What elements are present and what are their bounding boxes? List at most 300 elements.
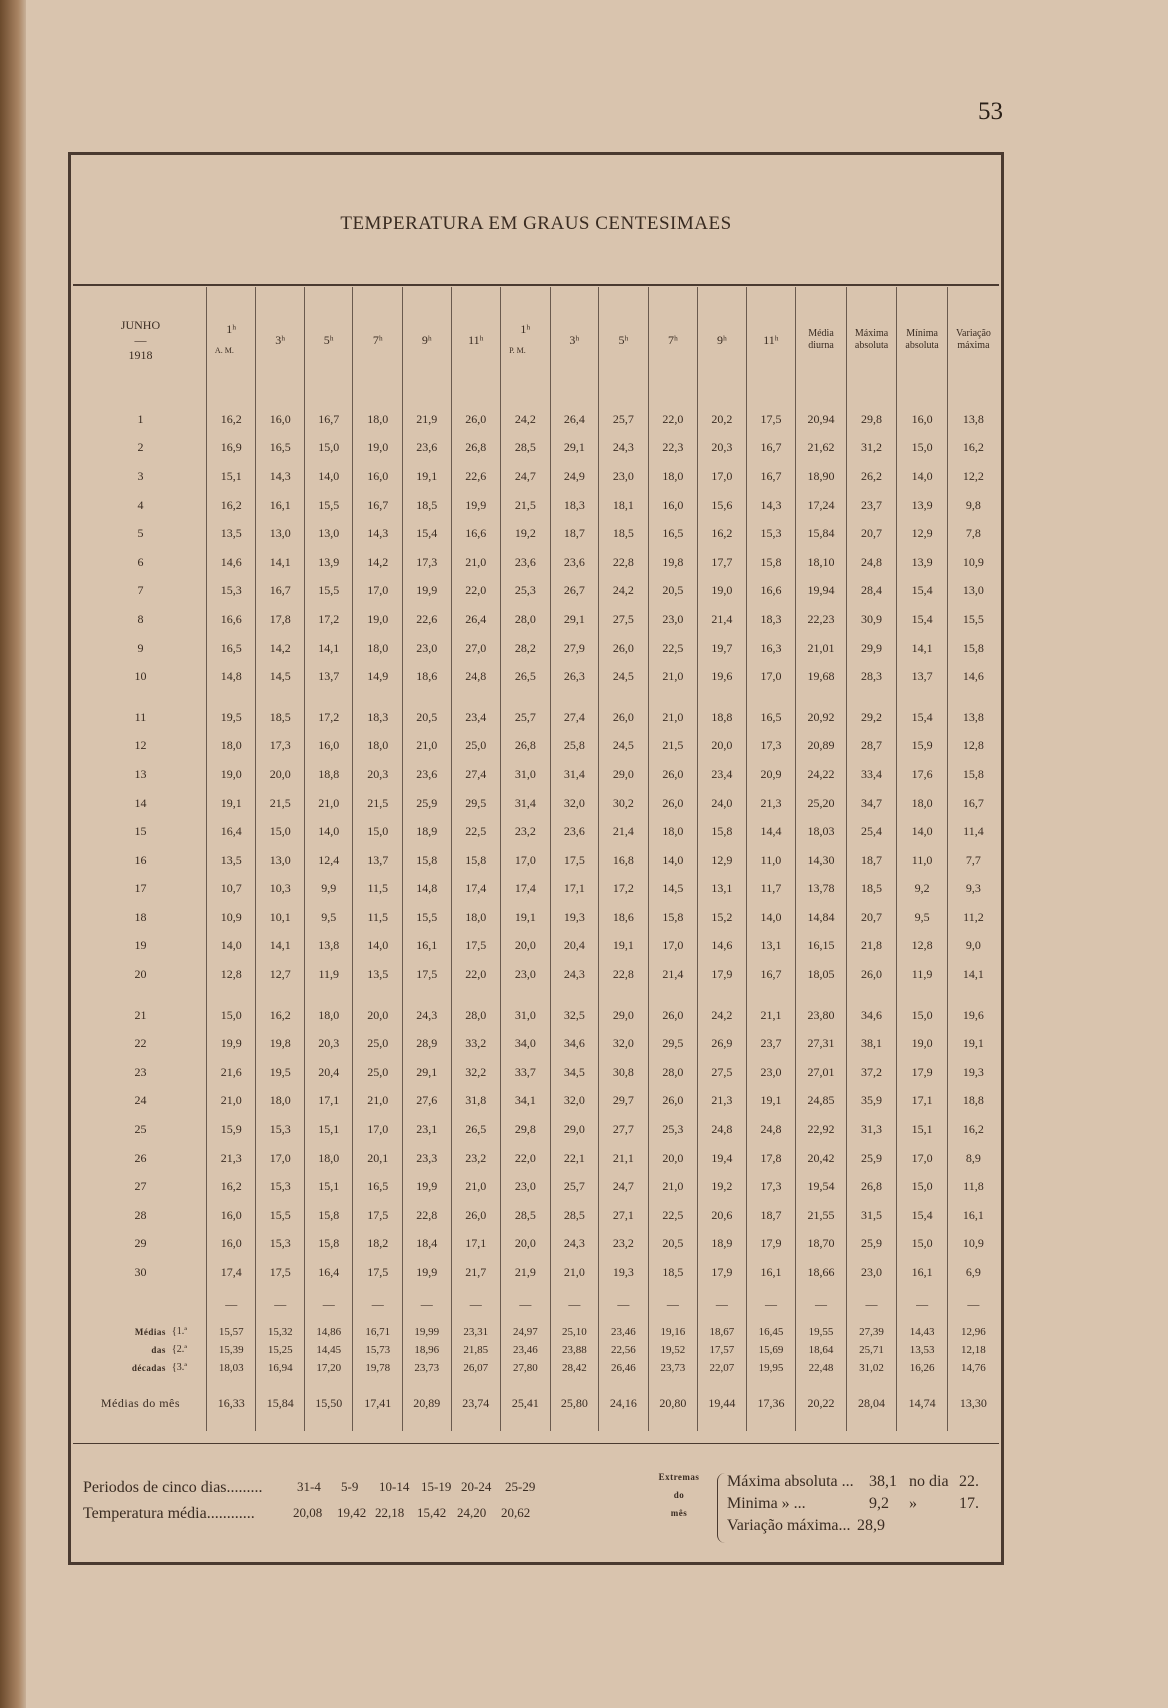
value-cell: 13,78 — [796, 875, 847, 904]
value-cell: 23,4 — [451, 703, 501, 732]
value-cell: 15,0 — [897, 1172, 948, 1201]
value-cell: 19,1 — [947, 1029, 999, 1058]
hour-header: 1ʰ A. M. — [206, 287, 256, 393]
value-cell: 18,0 — [256, 1087, 305, 1116]
extremas-label: Extremas do mês — [658, 1472, 700, 1518]
value-cell: 13,1 — [746, 932, 796, 961]
value-cell: 20,3 — [698, 434, 747, 463]
day-cell: 19 — [134, 938, 147, 953]
day-cell: 25 — [134, 1122, 147, 1137]
value-cell: 12,2 — [947, 462, 999, 491]
value-cell: 18,5 — [403, 491, 452, 520]
spacer-row — [75, 393, 999, 405]
value-cell: 29,1 — [403, 1058, 452, 1087]
dash-cell: — — [698, 1287, 747, 1323]
value-cell: 34,0 — [501, 1029, 551, 1058]
spacer-cell — [304, 393, 353, 405]
value-cell: 27,5 — [599, 605, 649, 634]
value-cell: 12,8 — [206, 960, 256, 989]
value-cell: 22,1 — [550, 1144, 599, 1173]
value-cell: 15,0 — [897, 1230, 948, 1259]
value-cell: 23,2 — [451, 1144, 501, 1173]
dash-cell: — — [206, 1287, 256, 1323]
value-cell: 15,8 — [304, 1201, 353, 1230]
value-cell: 17,1 — [897, 1087, 948, 1116]
value-cell: 22,92 — [796, 1115, 847, 1144]
value-cell: 23,6 — [550, 817, 599, 846]
value-cell: 34,6 — [846, 1001, 897, 1030]
value-cell: 21,55 — [796, 1201, 847, 1230]
month-mean-value: 17,36 — [746, 1377, 796, 1431]
value-cell: 15,6 — [698, 491, 747, 520]
value-cell: 27,9 — [550, 634, 599, 663]
value-cell: 24,3 — [599, 434, 649, 463]
value-cell: 16,7 — [746, 960, 796, 989]
hour-header: 7ʰ — [648, 287, 698, 393]
value-cell: 23,0 — [846, 1258, 897, 1287]
value-cell: 9,5 — [897, 903, 948, 932]
value-cell: 25,7 — [599, 405, 649, 434]
value-cell: 17,4 — [501, 875, 551, 904]
value-cell: 23,2 — [599, 1230, 649, 1259]
value-cell: 25,9 — [846, 1230, 897, 1259]
value-cell: 22,8 — [599, 548, 649, 577]
value-cell: 15,5 — [304, 491, 353, 520]
value-cell: 15,8 — [403, 846, 452, 875]
extrema-value: 9,2 — [869, 1495, 889, 1512]
value-cell: 16,5 — [353, 1172, 403, 1201]
value-cell: 18,0 — [304, 1144, 353, 1173]
value-cell: 17,4 — [206, 1258, 256, 1287]
value-cell: 26,0 — [599, 634, 649, 663]
value-cell: 17,2 — [304, 703, 353, 732]
day-cell: 4 — [137, 497, 144, 512]
value-cell: 21,0 — [648, 1172, 698, 1201]
value-cell: 17,3 — [746, 1172, 796, 1201]
value-cell: 29,5 — [648, 1029, 698, 1058]
day-cell: 8 — [137, 611, 144, 626]
value-cell: 11,9 — [304, 960, 353, 989]
value-cell: 19,9 — [403, 1258, 452, 1287]
spacer-cell — [947, 989, 999, 1001]
value-cell: 31,5 — [846, 1201, 897, 1230]
day-cell: 28 — [134, 1207, 147, 1222]
value-cell: 26,2 — [846, 462, 897, 491]
value-cell: 14,0 — [897, 817, 948, 846]
value-cell: 18,0 — [353, 634, 403, 663]
value-cell: 23,7 — [846, 491, 897, 520]
day-cell: 18 — [134, 909, 147, 924]
value-cell: 28,3 — [846, 662, 897, 691]
value-cell: 20,3 — [304, 1029, 353, 1058]
value-cell: 25,0 — [451, 732, 501, 761]
value-cell: 17,0 — [897, 1144, 948, 1173]
dash-cell: — — [846, 1287, 897, 1323]
value-cell: 19,3 — [550, 903, 599, 932]
decade-value: 27,39 — [846, 1323, 897, 1341]
day-cell: 30 — [134, 1265, 147, 1280]
value-cell: 15,84 — [796, 519, 847, 548]
value-cell: 27,4 — [550, 703, 599, 732]
value-cell: 16,1 — [256, 491, 305, 520]
value-cell: 19,1 — [599, 932, 649, 961]
value-cell: 16,2 — [206, 491, 256, 520]
value-cell: 18,0 — [451, 903, 501, 932]
value-cell: 16,4 — [206, 817, 256, 846]
decade-row — [75, 1341, 999, 1359]
day-cell: 6 — [137, 554, 144, 569]
value-cell: 22,8 — [599, 960, 649, 989]
table-row — [75, 1115, 999, 1144]
spacer-cell — [256, 989, 305, 1001]
value-cell: 14,4 — [746, 817, 796, 846]
value-cell: 25,9 — [846, 1144, 897, 1173]
day-cell: 27 — [134, 1179, 147, 1194]
value-cell: 22,0 — [501, 1144, 551, 1173]
value-cell: 15,5 — [256, 1201, 305, 1230]
value-cell: 18,9 — [698, 1230, 747, 1259]
value-cell: 13,8 — [947, 405, 999, 434]
decade-value: 23,46 — [501, 1341, 551, 1359]
period-value: 10-14 — [379, 1479, 410, 1494]
value-cell: 19,5 — [256, 1058, 305, 1087]
hour-header: 3ʰ — [550, 287, 599, 393]
value-cell: 20,89 — [796, 732, 847, 761]
value-cell: 19,3 — [599, 1258, 649, 1287]
decade-label: das — [151, 1344, 166, 1355]
value-cell: 22,6 — [403, 605, 452, 634]
value-cell: 9,9 — [304, 875, 353, 904]
spacer-row — [75, 989, 999, 1001]
value-cell: 34,7 — [846, 789, 897, 818]
value-cell: 29,8 — [501, 1115, 551, 1144]
extrema-day: 17. — [959, 1495, 979, 1512]
value-cell: 14,9 — [353, 662, 403, 691]
value-cell: 26,8 — [451, 434, 501, 463]
value-cell: 8,9 — [947, 1144, 999, 1173]
spacer-cell — [698, 393, 747, 405]
value-cell: 26,8 — [846, 1172, 897, 1201]
table-row — [75, 846, 999, 875]
table-row — [75, 605, 999, 634]
value-cell: 17,2 — [304, 605, 353, 634]
spacer-cell — [75, 989, 206, 1001]
value-cell: 19,9 — [403, 577, 452, 606]
value-cell: 20,6 — [698, 1201, 747, 1230]
period-temp-value: 22,18 — [375, 1505, 405, 1520]
value-cell: 21,4 — [599, 817, 649, 846]
table-row — [75, 1230, 999, 1259]
value-cell: 11,5 — [353, 875, 403, 904]
value-cell: 14,3 — [353, 519, 403, 548]
spacer-cell — [648, 393, 698, 405]
decade-value: 19,78 — [353, 1359, 403, 1377]
month-mean-value: 20,80 — [648, 1377, 698, 1431]
day-cell: 9 — [137, 640, 144, 655]
spacer-cell — [746, 691, 796, 703]
value-cell: 13,9 — [304, 548, 353, 577]
value-cell: 28,2 — [501, 634, 551, 663]
value-cell: 16,6 — [746, 577, 796, 606]
value-cell: 24,3 — [403, 1001, 452, 1030]
value-cell: 15,8 — [451, 846, 501, 875]
value-cell: 18,0 — [304, 1001, 353, 1030]
value-cell: 14,0 — [304, 462, 353, 491]
value-cell: 19,0 — [353, 434, 403, 463]
spacer-cell — [451, 691, 501, 703]
value-cell: 23,3 — [403, 1144, 452, 1173]
value-cell: 20,0 — [648, 1144, 698, 1173]
value-cell: 11,0 — [897, 846, 948, 875]
decade-value: 14,43 — [897, 1323, 948, 1341]
spacer-cell — [648, 691, 698, 703]
value-cell: 23,0 — [746, 1058, 796, 1087]
month-dash: — — [134, 332, 147, 347]
day-cell: 15 — [134, 824, 147, 839]
value-cell: 14,1 — [947, 960, 999, 989]
dash-cell: — — [353, 1287, 403, 1323]
value-cell: 9,2 — [897, 875, 948, 904]
value-cell: 14,8 — [206, 662, 256, 691]
decade-value: 18,67 — [698, 1323, 747, 1341]
month-mean-value: 24,16 — [599, 1377, 649, 1431]
value-cell: 7,8 — [947, 519, 999, 548]
value-cell: 38,1 — [846, 1029, 897, 1058]
value-cell: 14,6 — [947, 662, 999, 691]
value-cell: 25,3 — [501, 577, 551, 606]
value-cell: 19,1 — [746, 1087, 796, 1116]
value-cell: 19,54 — [796, 1172, 847, 1201]
period-value: 20-24 — [461, 1479, 492, 1494]
value-cell: 29,1 — [550, 605, 599, 634]
hour-header: 5ʰ — [304, 287, 353, 393]
decade-value: 18,64 — [796, 1341, 847, 1359]
table-row — [75, 875, 999, 904]
decade-value: 24,97 — [501, 1323, 551, 1341]
value-cell: 16,6 — [451, 519, 501, 548]
value-cell: 23,0 — [403, 634, 452, 663]
month-mean-value: 15,50 — [304, 1377, 353, 1431]
decade-label-cell — [75, 1323, 206, 1341]
value-cell: 18,0 — [648, 817, 698, 846]
extremas-brace — [717, 1473, 726, 1543]
value-cell: 21,0 — [451, 1172, 501, 1201]
value-cell: 25,0 — [353, 1029, 403, 1058]
extrema-label: Variação máxima... — [727, 1517, 851, 1534]
value-cell: 22,0 — [451, 577, 501, 606]
dash-cell: — — [403, 1287, 452, 1323]
value-cell: 6,9 — [947, 1258, 999, 1287]
table-row — [75, 405, 999, 434]
month-mean-value: 13,30 — [947, 1377, 999, 1431]
value-cell: 22,23 — [796, 605, 847, 634]
value-cell: 17,5 — [451, 932, 501, 961]
month-means-label: Médias do mês — [100, 1396, 181, 1411]
value-cell: 14,3 — [256, 462, 305, 491]
spacer-cell — [304, 989, 353, 1001]
value-cell: 11,0 — [746, 846, 796, 875]
value-cell: 15,3 — [256, 1172, 305, 1201]
table-row — [75, 434, 999, 463]
period-temp-value: 19,42 — [337, 1505, 367, 1520]
value-cell: 24,3 — [550, 960, 599, 989]
day-cell: 26 — [134, 1150, 147, 1165]
table-row — [75, 1001, 999, 1030]
dash-cell — [75, 1287, 206, 1323]
value-cell: 24,2 — [698, 1001, 747, 1030]
value-cell: 18,10 — [796, 548, 847, 577]
value-cell: 26,0 — [846, 960, 897, 989]
decade-value: 25,71 — [846, 1341, 897, 1359]
value-cell: 18,2 — [353, 1230, 403, 1259]
decade-value: 14,76 — [947, 1359, 999, 1377]
value-cell: 20,0 — [353, 1001, 403, 1030]
value-cell: 13,5 — [206, 519, 256, 548]
month-mean-value: 20,89 — [403, 1377, 452, 1431]
value-cell: 18,1 — [599, 491, 649, 520]
value-cell: 28,0 — [451, 1001, 501, 1030]
value-cell: 19,2 — [698, 1172, 747, 1201]
value-cell: 21,9 — [501, 1258, 551, 1287]
value-cell: 28,0 — [501, 605, 551, 634]
value-cell: 21,0 — [304, 789, 353, 818]
value-cell: 24,2 — [501, 405, 551, 434]
value-cell: 34,5 — [550, 1058, 599, 1087]
value-cell: 16,15 — [796, 932, 847, 961]
value-cell: 22,0 — [451, 960, 501, 989]
value-cell: 24,8 — [698, 1115, 747, 1144]
value-cell: 25,7 — [550, 1172, 599, 1201]
value-cell: 14,0 — [648, 846, 698, 875]
value-cell: 19,9 — [206, 1029, 256, 1058]
value-cell: 29,5 — [451, 789, 501, 818]
day-cell: 2 — [137, 440, 144, 455]
value-cell: 20,5 — [648, 577, 698, 606]
value-cell: 20,7 — [846, 903, 897, 932]
value-cell: 21,0 — [353, 1087, 403, 1116]
month-label: JUNHO — [120, 317, 161, 332]
value-cell: 18,0 — [353, 405, 403, 434]
value-cell: 12,7 — [256, 960, 305, 989]
table-row — [75, 1258, 999, 1287]
decade-row — [75, 1359, 999, 1377]
value-cell: 11,2 — [947, 903, 999, 932]
value-cell: 20,0 — [256, 760, 305, 789]
value-cell: 15,5 — [304, 577, 353, 606]
value-cell: 26,5 — [501, 662, 551, 691]
value-cell: 19,2 — [501, 519, 551, 548]
spacer-cell — [897, 393, 948, 405]
value-cell: 16,7 — [304, 405, 353, 434]
decade-value: 23,46 — [599, 1323, 649, 1341]
value-cell: 7,7 — [947, 846, 999, 875]
value-cell: 17,0 — [648, 932, 698, 961]
value-cell: 18,0 — [206, 732, 256, 761]
table-row — [75, 1201, 999, 1230]
value-cell: 23,2 — [501, 817, 551, 846]
extrema-value: 38,1 — [869, 1473, 897, 1490]
value-cell: 33,7 — [501, 1058, 551, 1087]
hour-header: 9ʰ — [403, 287, 452, 393]
value-cell: 15,5 — [947, 605, 999, 634]
spacer-cell — [796, 393, 847, 405]
value-cell: 21,4 — [648, 960, 698, 989]
value-cell: 16,5 — [746, 703, 796, 732]
value-cell: 18,3 — [353, 703, 403, 732]
value-cell: 20,7 — [846, 519, 897, 548]
decade-value: 15,25 — [256, 1341, 305, 1359]
value-cell: 18,5 — [256, 703, 305, 732]
value-cell: 17,5 — [256, 1258, 305, 1287]
value-cell: 13,9 — [897, 548, 948, 577]
value-cell: 22,5 — [648, 634, 698, 663]
value-cell: 25,8 — [550, 732, 599, 761]
spacer-cell — [897, 691, 948, 703]
book-spine — [0, 0, 26, 1708]
value-cell: 13,5 — [353, 960, 403, 989]
value-cell: 14,5 — [256, 662, 305, 691]
spacer-cell — [256, 691, 305, 703]
decade-value: 23,88 — [550, 1341, 599, 1359]
value-cell: 18,6 — [403, 662, 452, 691]
value-cell: 16,1 — [947, 1201, 999, 1230]
decade-value: 22,48 — [796, 1359, 847, 1377]
table-row — [75, 1172, 999, 1201]
value-cell: 27,7 — [599, 1115, 649, 1144]
value-cell: 15,3 — [206, 577, 256, 606]
spacer-cell — [796, 691, 847, 703]
table-row — [75, 903, 999, 932]
value-cell: 19,0 — [698, 577, 747, 606]
value-cell: 25,9 — [403, 789, 452, 818]
value-cell: 22,6 — [451, 462, 501, 491]
value-cell: 16,4 — [304, 1258, 353, 1287]
value-cell: 24,85 — [796, 1087, 847, 1116]
value-cell: 24,3 — [550, 1230, 599, 1259]
value-cell: 23,0 — [648, 605, 698, 634]
value-cell: 16,2 — [256, 1001, 305, 1030]
decade-value: 18,03 — [206, 1359, 256, 1377]
hour-header: 1ʰ P. M. — [501, 287, 551, 393]
value-cell: 15,0 — [897, 434, 948, 463]
day-cell: 17 — [134, 881, 147, 896]
value-cell: 13,0 — [256, 519, 305, 548]
day-cell: 24 — [134, 1093, 147, 1108]
value-cell: 21,1 — [746, 1001, 796, 1030]
value-cell: 16,5 — [256, 434, 305, 463]
value-cell: 27,01 — [796, 1058, 847, 1087]
value-cell: 16,9 — [206, 434, 256, 463]
value-cell: 32,0 — [550, 789, 599, 818]
month-means-row — [75, 1377, 999, 1431]
value-cell: 22,5 — [451, 817, 501, 846]
spacer-cell — [550, 393, 599, 405]
day-cell: 7 — [137, 583, 144, 598]
value-cell: 22,8 — [403, 1201, 452, 1230]
value-cell: 21,3 — [746, 789, 796, 818]
value-cell: 21,5 — [353, 789, 403, 818]
value-cell: 15,4 — [897, 1201, 948, 1230]
decade-value: 14,86 — [304, 1323, 353, 1341]
decade-value: 13,53 — [897, 1341, 948, 1359]
value-cell: 19,0 — [897, 1029, 948, 1058]
value-cell: 18,66 — [796, 1258, 847, 1287]
period-value: 31-4 — [297, 1479, 321, 1494]
value-cell: 12,8 — [897, 932, 948, 961]
value-cell: 17,0 — [698, 462, 747, 491]
table-row — [75, 548, 999, 577]
hour-header: 9ʰ — [698, 287, 747, 393]
